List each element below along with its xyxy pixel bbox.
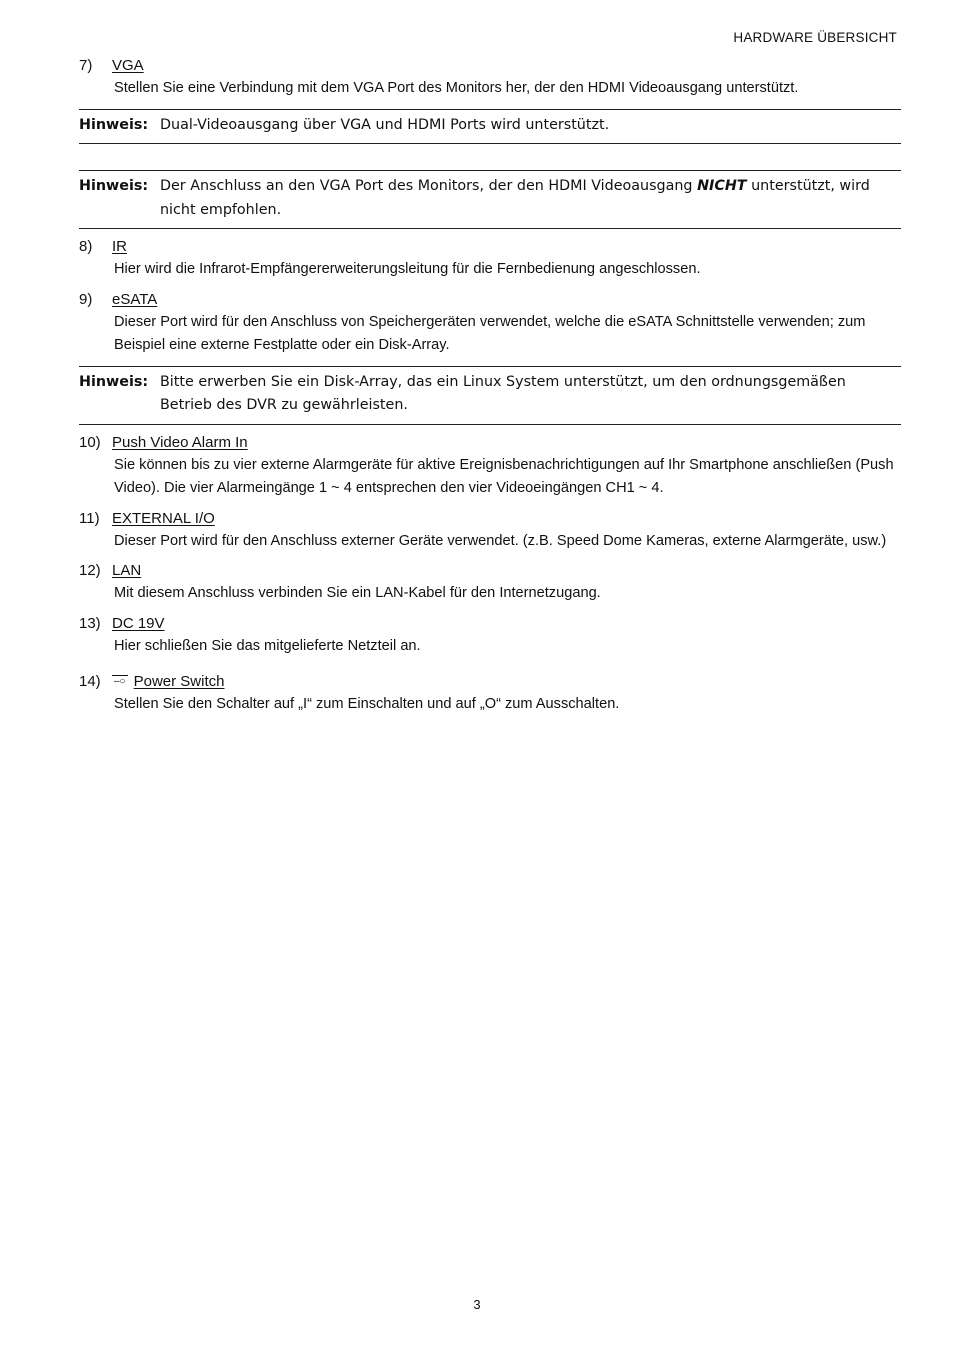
page-content: [79, 56, 901, 725]
item-number: 10): [79, 433, 101, 451]
item-description: Hier wird die Infrarot-Empfängererweiterungsleitung für die Fernbedienung angeschlossen.: [114, 261, 701, 277]
item-description: Hier schließen Sie das mitgelieferte Netzteil an.: [114, 637, 421, 654]
item-description: Stellen Sie eine Verbindung mit dem VGA Port des Monitors her, der den HDMI Videoausgang unterstützt.: [114, 80, 799, 96]
note-label: Hinweis:: [79, 178, 149, 194]
item-title-text: Power Switch: [133, 673, 225, 690]
list-item-dc: [79, 614, 901, 659]
page-number: 3: [473, 1297, 481, 1312]
section-header: HARDWARE ÜBERSICHT: [733, 30, 897, 45]
item-description: Dieser Port wird für den Anschluss von Speichergeräten verwendet, welche die eSATA Schnittstelle verwenden; zum Beispiel eine externe Festplatte oder ein Disk-Array.: [114, 313, 866, 353]
item-number: 8): [79, 238, 93, 255]
list-item-external-io: [79, 509, 901, 554]
item-number: 12): [79, 562, 101, 579]
power-switch-icon: –○: [114, 676, 126, 687]
note-text-before: Der Anschluss an den VGA Port des Monitors, der den HDMI Videoausgang: [160, 178, 698, 194]
note-text: Bitte erwerben Sie ein Disk-Array, das ein Linux System unterstützt, um den ordnungsgemäßen Betrieb des DVR zu gewährleisten.: [160, 373, 846, 413]
list-item-push-video: [79, 433, 901, 501]
item-description: Stellen Sie den Schalter auf „I“ zum Einschalten und auf „O“ zum Ausschalten.: [114, 696, 620, 712]
item-number: 9): [79, 290, 93, 308]
note-emphasis: NICHT: [697, 178, 747, 194]
item-title: IR: [112, 238, 127, 255]
item-number: 11): [79, 509, 100, 527]
note-text: [160, 175, 901, 222]
item-description: Mit diesem Anschluss verbinden Sie ein LAN-Kabel für den Internetzugang.: [114, 585, 601, 601]
item-description: Sie können bis zu vier externe Alarmgeräte für aktive Ereignisbenachrichtigungen auf Ihr Smartphone anschließen (Push Video). Die vier Alarmeingänge 1 ~ 4 entsprechen den vier Videoeingängen CH1 ~ 4.: [114, 456, 894, 496]
item-title: LAN: [112, 562, 142, 579]
list-item-lan: [79, 561, 901, 606]
note-text: Dual-Videoausgang über VGA und HDMI Ports wird unterstützt.: [160, 116, 610, 133]
note-box: [79, 109, 901, 145]
item-title: EXTERNAL I/O: [112, 509, 215, 527]
list-item-vga: [79, 56, 901, 101]
note-text-after: unterstützt, wird nicht empfohlen.: [160, 178, 870, 218]
item-number: 13): [79, 614, 101, 632]
item-number: 7): [79, 57, 93, 74]
list-item-esata: [79, 290, 901, 358]
note-box: [79, 170, 901, 229]
item-description: Dieser Port wird für den Anschluss externer Geräte verwendet. (z.B. Speed Dome Kameras, externe Alarmgeräte, usw.): [114, 532, 887, 549]
list-item-ir: [79, 237, 901, 282]
note-label: Hinweis:: [79, 116, 149, 133]
item-title: DC 19V: [112, 614, 165, 632]
item-number: 14): [79, 673, 101, 690]
item-title: [112, 672, 224, 692]
item-title: eSATA: [112, 290, 158, 308]
note-box: [79, 366, 901, 425]
list-item-power-switch: [79, 672, 901, 717]
item-title: Push Video Alarm In: [112, 433, 248, 451]
note-label: Hinweis:: [79, 373, 149, 390]
item-title: VGA: [112, 57, 144, 74]
